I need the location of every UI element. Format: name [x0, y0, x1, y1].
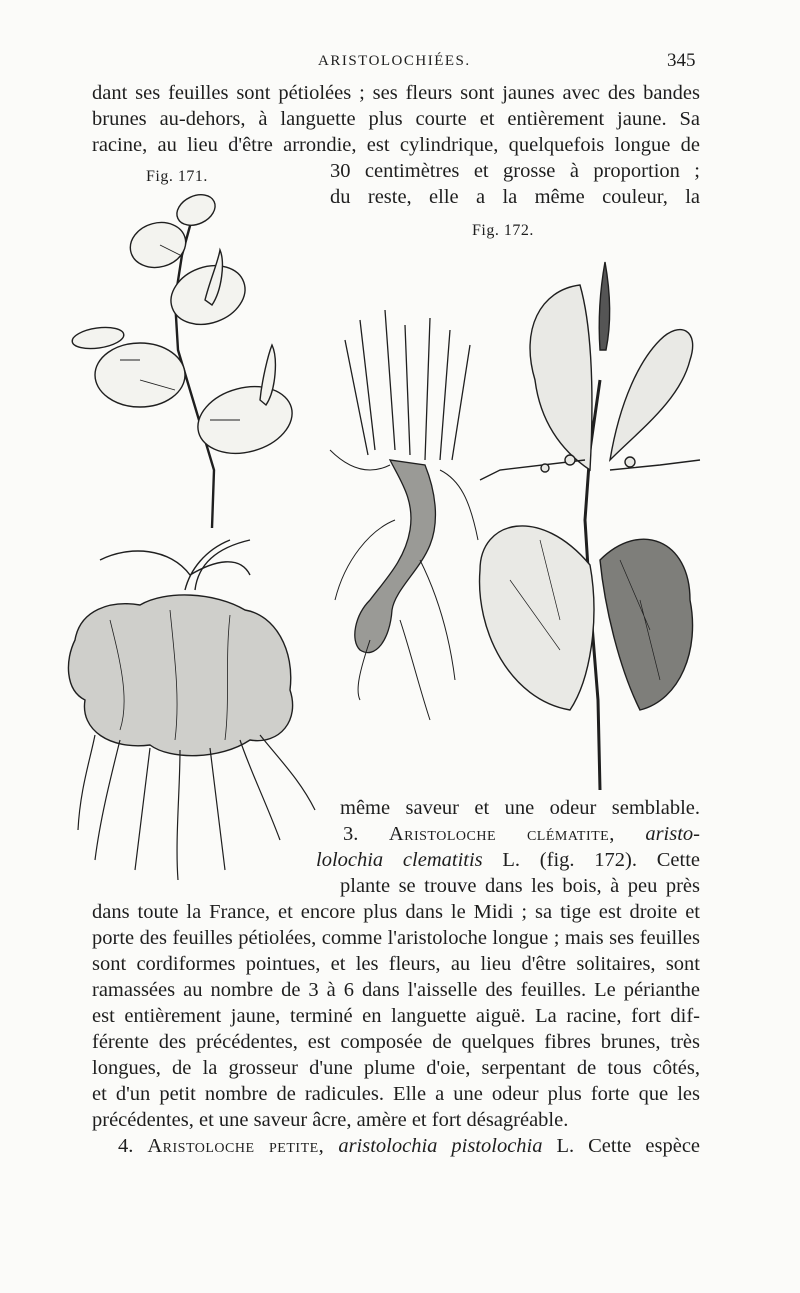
text-line-8 — [316, 847, 700, 874]
caption-fig-171: Fig. 171. — [146, 168, 208, 185]
running-header-title: ARISTOLOCHIÉES. — [318, 53, 471, 69]
species-name-clematite: Aristoloche clématite, — [388, 823, 615, 845]
text-line-16: longues, de la grosseur d'une plume d'oie, serpentant de tous côtés, — [92, 1057, 700, 1079]
fig-172-root — [330, 310, 478, 720]
fig-172-plant — [480, 262, 700, 790]
text-line-4: 30 centimètres et grosse à proportion ; — [330, 160, 700, 182]
text-line-19-rest: L. Cette espèce — [556, 1135, 700, 1157]
figure-reference: L. (fig. 172). Cette — [502, 849, 700, 871]
text-line-1: dant ses feuilles sont pétiolées ; ses fleurs sont jaunes avec des bandes — [92, 82, 700, 104]
text-line-3: racine, au lieu d'être arrondie, est cylindrique, quelquefois longue de — [92, 134, 700, 156]
section-number-3: 3. — [343, 823, 359, 845]
text-line-11: porte des feuilles pétiolées, comme l'aristoloche longue ; mais ses feuilles — [92, 927, 700, 949]
text-line-2: brunes au-dehors, à languette plus courte et entièrement jaune. Sa — [92, 108, 700, 130]
text-line-15: férente des précédentes, est composée de quelques fibres brunes, très — [92, 1031, 700, 1053]
fig-171-tuber — [68, 540, 315, 880]
text-line-5: du reste, elle a la même couleur, la — [330, 186, 700, 208]
text-line-17: et d'un petit nombre de radicules. Elle a une odeur plus forte que les — [92, 1083, 700, 1105]
text-line-12: sont cordiformes pointues, et les fleurs, au lieu d'être solitaires, sont — [92, 953, 700, 975]
text-line-6: même saveur et une odeur semblable. — [340, 797, 700, 819]
text-line-7 — [343, 821, 700, 848]
caption-fig-172: Fig. 172. — [472, 222, 534, 239]
text-line-13: ramassées au nombre de 3 à 6 dans l'aisselle des feuilles. Le périanthe — [92, 979, 700, 1001]
latin-name-part-2: lolochia clematitis — [316, 849, 483, 871]
latin-name-pistolochia: aristolochia pistolochia — [338, 1135, 543, 1157]
species-name-petite: Aristoloche petite, — [147, 1135, 325, 1157]
text-line-9: plante se trouve dans les bois, à peu près — [340, 875, 700, 897]
text-line-10: dans toute la France, et encore plus dans le Midi ; sa tige est droite et — [92, 901, 700, 923]
text-line-14: est entièrement jaune, terminé en languette aiguë. La racine, fort dif- — [92, 1005, 700, 1027]
section-number-4: 4. — [118, 1135, 134, 1157]
fig-171-sprig — [71, 189, 300, 528]
text-line-18: précédentes, et une saveur âcre, amère et fort désagréable. — [92, 1109, 569, 1131]
latin-name-part-1: aristo- — [645, 823, 700, 845]
text-line-19 — [118, 1133, 700, 1160]
page-number: 345 — [667, 50, 696, 71]
